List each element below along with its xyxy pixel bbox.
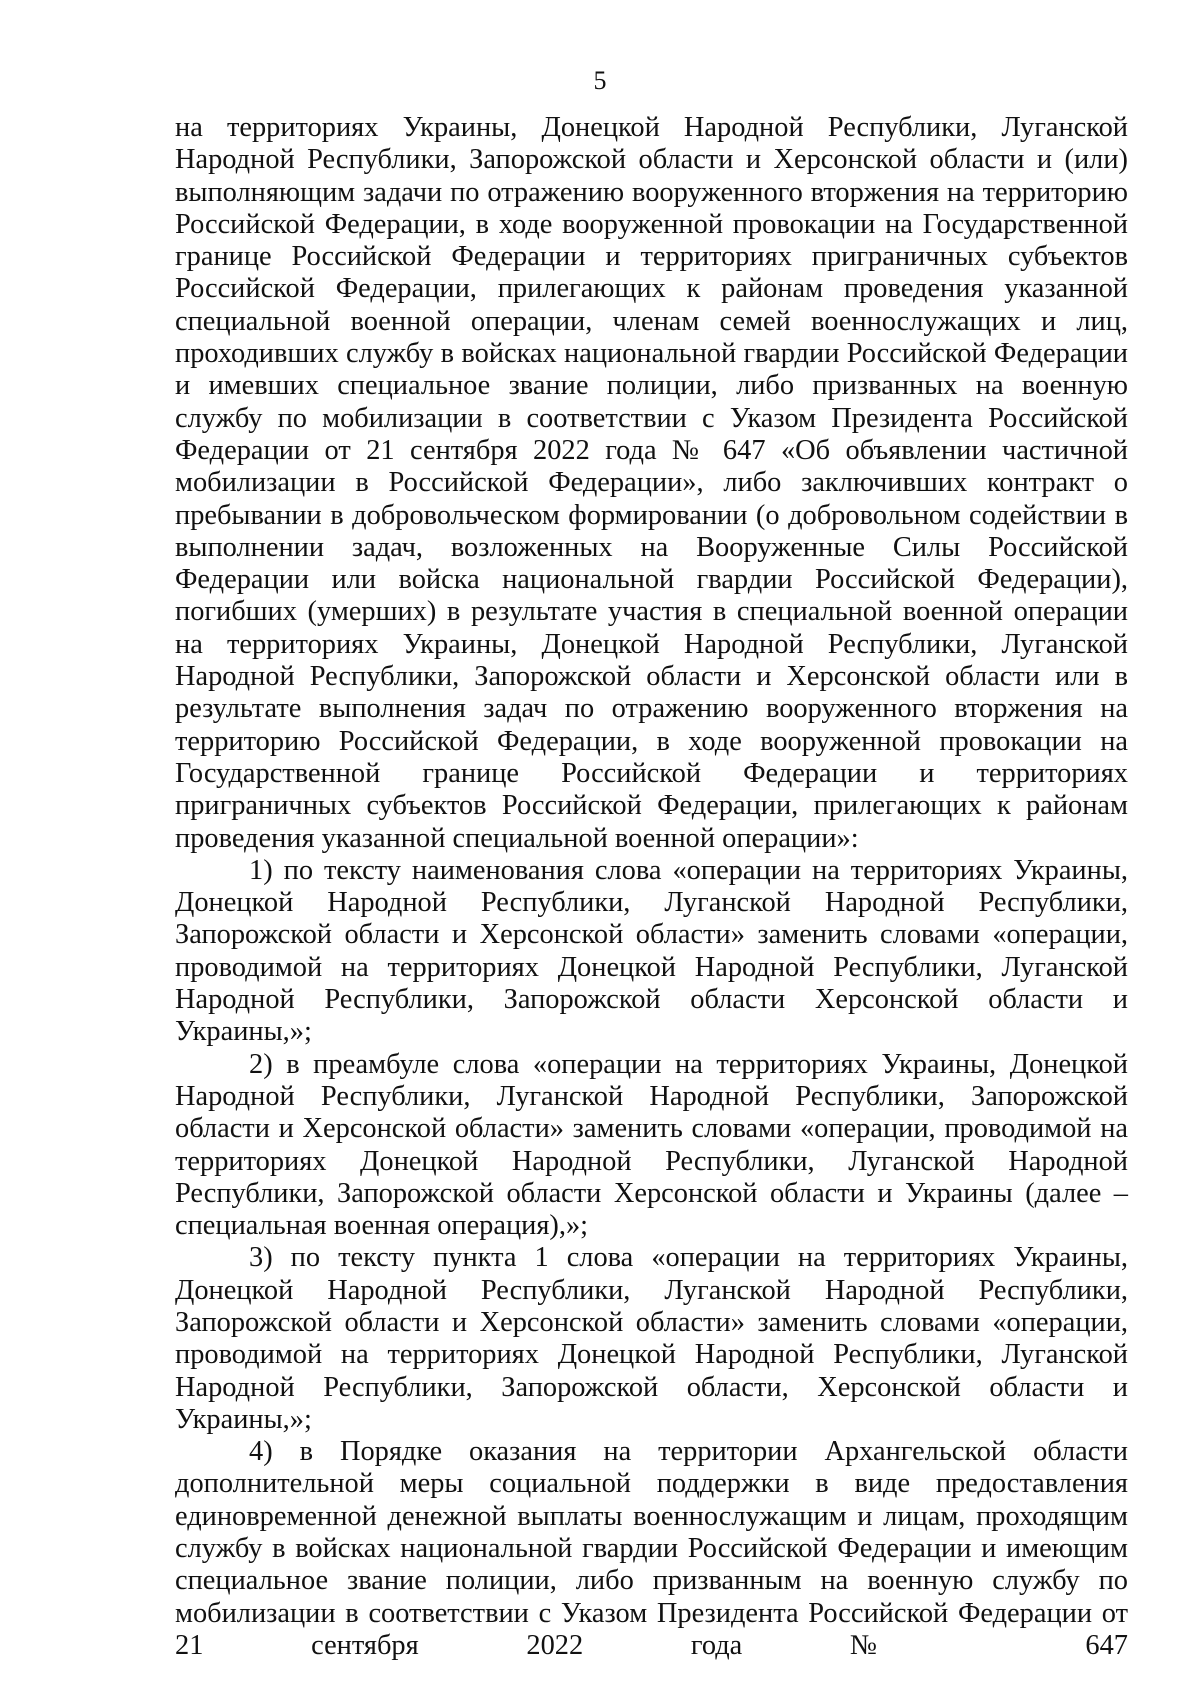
paragraph-continuation: на территориях Украины, Донецкой Народной Республики, Луганской Народной Республики, Запорожской области и Херсонской области и (или) выполняющим задачи по отражению вооруженного вторжения на территорию Российской Федерации, в ходе вооруженной провокации на Государственной границе Российской Федерации и территориях приграничных субъектов Российской Федерации, прилегающих к районам проведения указанной специальной военной операции, членам семей военнослужащих и лиц, проходивших службу в войсках национальной гвардии Российской Федерации и имевших специальное звание полиции, либо призванных на военную службу по мобилизации в соответствии с Указом Президента Российской Федерации от 21 сентября 2022 года № 647 «Об объявлении частичной мобилизации в Российской Федерации», либо заключивших контракт о пребывании в добровольческом формировании (о добровольном содействии в выполнении задач, возложенных на Вооруженные Силы Российской Федерации или войска национальной гвардии Российской Федерации), погибших (умерших) в результате участия в специальной военной операции на территориях Украины, Донецкой Народной Республики, Луганской Народной Республики, Запорожской области и Херсонской области или в результате выполнения задач по отражению вооруженного вторжения на территорию Российской Федерации, в ходе вооруженной провокации на Государственной границе Российской Федерации и территориях приграничных субъектов Российской Федерации, прилегающих к районам проведения указанной специальной военной операции»: xyxy=(175,112,1128,854)
paragraph-item-3: 3) по тексту пункта 1 слова «операции на территориях Украины, Донецкой Народной Республики, Луганской Народной Республики, Запорожской области и Херсонской области» заменить словами «операции, проводимой на территориях Донецкой Народной Республики, Луганской Народной Республики, Запорожской области, Херсонской области и Украины,»; xyxy=(175,1242,1128,1435)
document-body xyxy=(175,112,1128,1662)
page-number: 5 xyxy=(593,66,607,95)
paragraph-item-1: 1) по тексту наименования слова «операции на территориях Украины, Донецкой Народной Республики, Луганской Народной Республики, Запорожской области и Херсонской области» заменить словами «операции, проводимой на территориях Донецкой Народной Республики, Луганской Народной Республики, Запорожской области Херсонской области и Украины,»; xyxy=(175,854,1128,1048)
paragraph-item-2: 2) в преамбуле слова «операции на территориях Украины, Донецкой Народной Республики, Луганской Народной Республики, Запорожской области и Херсонской области» заменить словами «операции, проводимой на территориях Донецкой Народной Республики, Луганской Народной Республики, Запорожской области Херсонской области и Украины (далее – специальная военная операция),»; xyxy=(175,1048,1128,1242)
paragraph-item-4: 4) в Порядке оказания на территории Архангельской области дополнительной меры социальной поддержки в виде предоставления единовременной денежной выплаты военнослужащим и лицам, проходящим службу в войсках национальной гвардии Российской Федерации и имеющим специальное звание полиции, либо призванным на военную службу по мобилизации в соответствии с Указом Президента Российской Федерации от 21 сентября 2022 года № 647 xyxy=(175,1436,1128,1661)
